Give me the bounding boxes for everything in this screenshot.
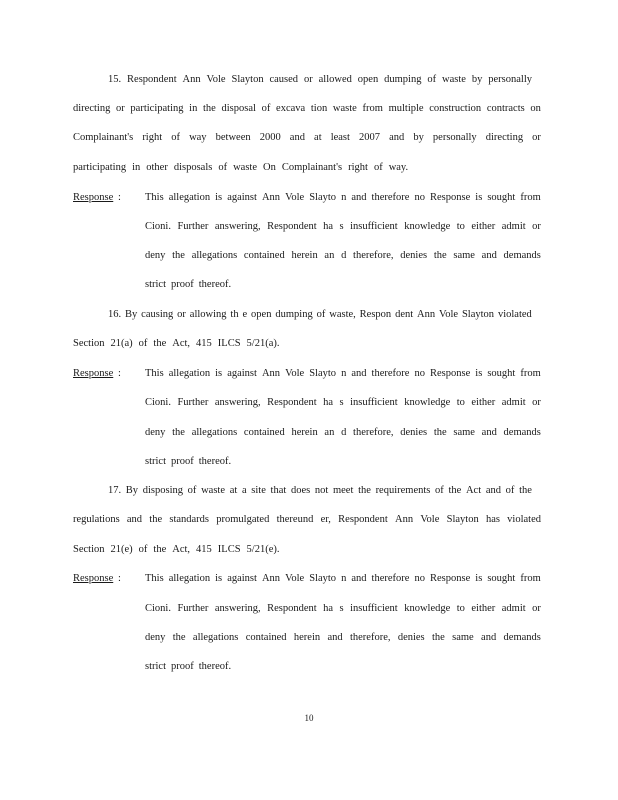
response-2-line-4: strict proof thereof. [145,456,232,467]
response-2-line-1: This allegation is against Ann Vole Slayto n and therefore no Response is sought from [145,368,541,379]
paragraph-15-line-4: participating in other disposals of waste On Complainant's right of way. [73,162,409,173]
response-3-line-2: Cioni. Further answering, Respondent ha s insufficient knowledge to either admit or [145,603,541,614]
paragraph-17-line-1: 17. By disposing of waste at a site that does not meet the requirements of the Act and of the [108,485,532,496]
response-3-line-4: strict proof thereof. [145,661,232,672]
response-2-line-3: deny the allegations contained herein an d therefore, denies the same and demands [145,427,541,438]
page-number: 10 [304,713,314,723]
paragraph-16-line-2: Section 21(a) of the Act, 415 ILCS 5/21(a). [73,338,280,349]
paragraph-15-line-2: directing or participating in the disposal of excava tion waste from multiple construction contracts on [73,103,541,114]
response-colon-1: : [118,192,121,203]
response-label-1: Response [73,192,114,203]
paragraph-17-line-2: regulations and the standards promulgated thereund er, Respondent Ann Vole Slayton has violated [73,514,541,525]
response-1-line-4: strict proof thereof. [145,279,232,290]
response-colon-2: : [118,368,121,379]
response-1-line-1: This allegation is against Ann Vole Slayto n and therefore no Response is sought from [145,192,541,203]
response-1-line-2: Cioni. Further answering, Respondent ha s insufficient knowledge to either admit or [145,221,541,232]
paragraph-15-line-1: 15. Respondent Ann Vole Slayton caused or allowed open dumping of waste by personally [108,74,532,85]
paragraph-17-line-3: Section 21(e) of the Act, 415 ILCS 5/21(e). [73,544,280,555]
response-1-line-3: deny the allegations contained herein an d therefore, denies the same and demands [145,250,541,261]
paragraph-16-line-1: 16. By causing or allowing th e open dumping of waste, Respon dent Ann Vole Slayton violated [108,309,532,320]
response-label-3: Response [73,573,114,584]
response-2-line-2: Cioni. Further answering, Respondent ha s insufficient knowledge to either admit or [145,397,541,408]
response-label-2: Response [73,368,114,379]
response-colon-3: : [118,573,121,584]
response-3-line-3: deny the allegations contained herein and therefore, denies the same and demands [145,632,541,643]
paragraph-15-line-3: Complainant's right of way between 2000 and at least 2007 and by personally directing or [73,132,541,143]
response-3-line-1: This allegation is against Ann Vole Slayto n and therefore no Response is sought from [145,573,541,584]
